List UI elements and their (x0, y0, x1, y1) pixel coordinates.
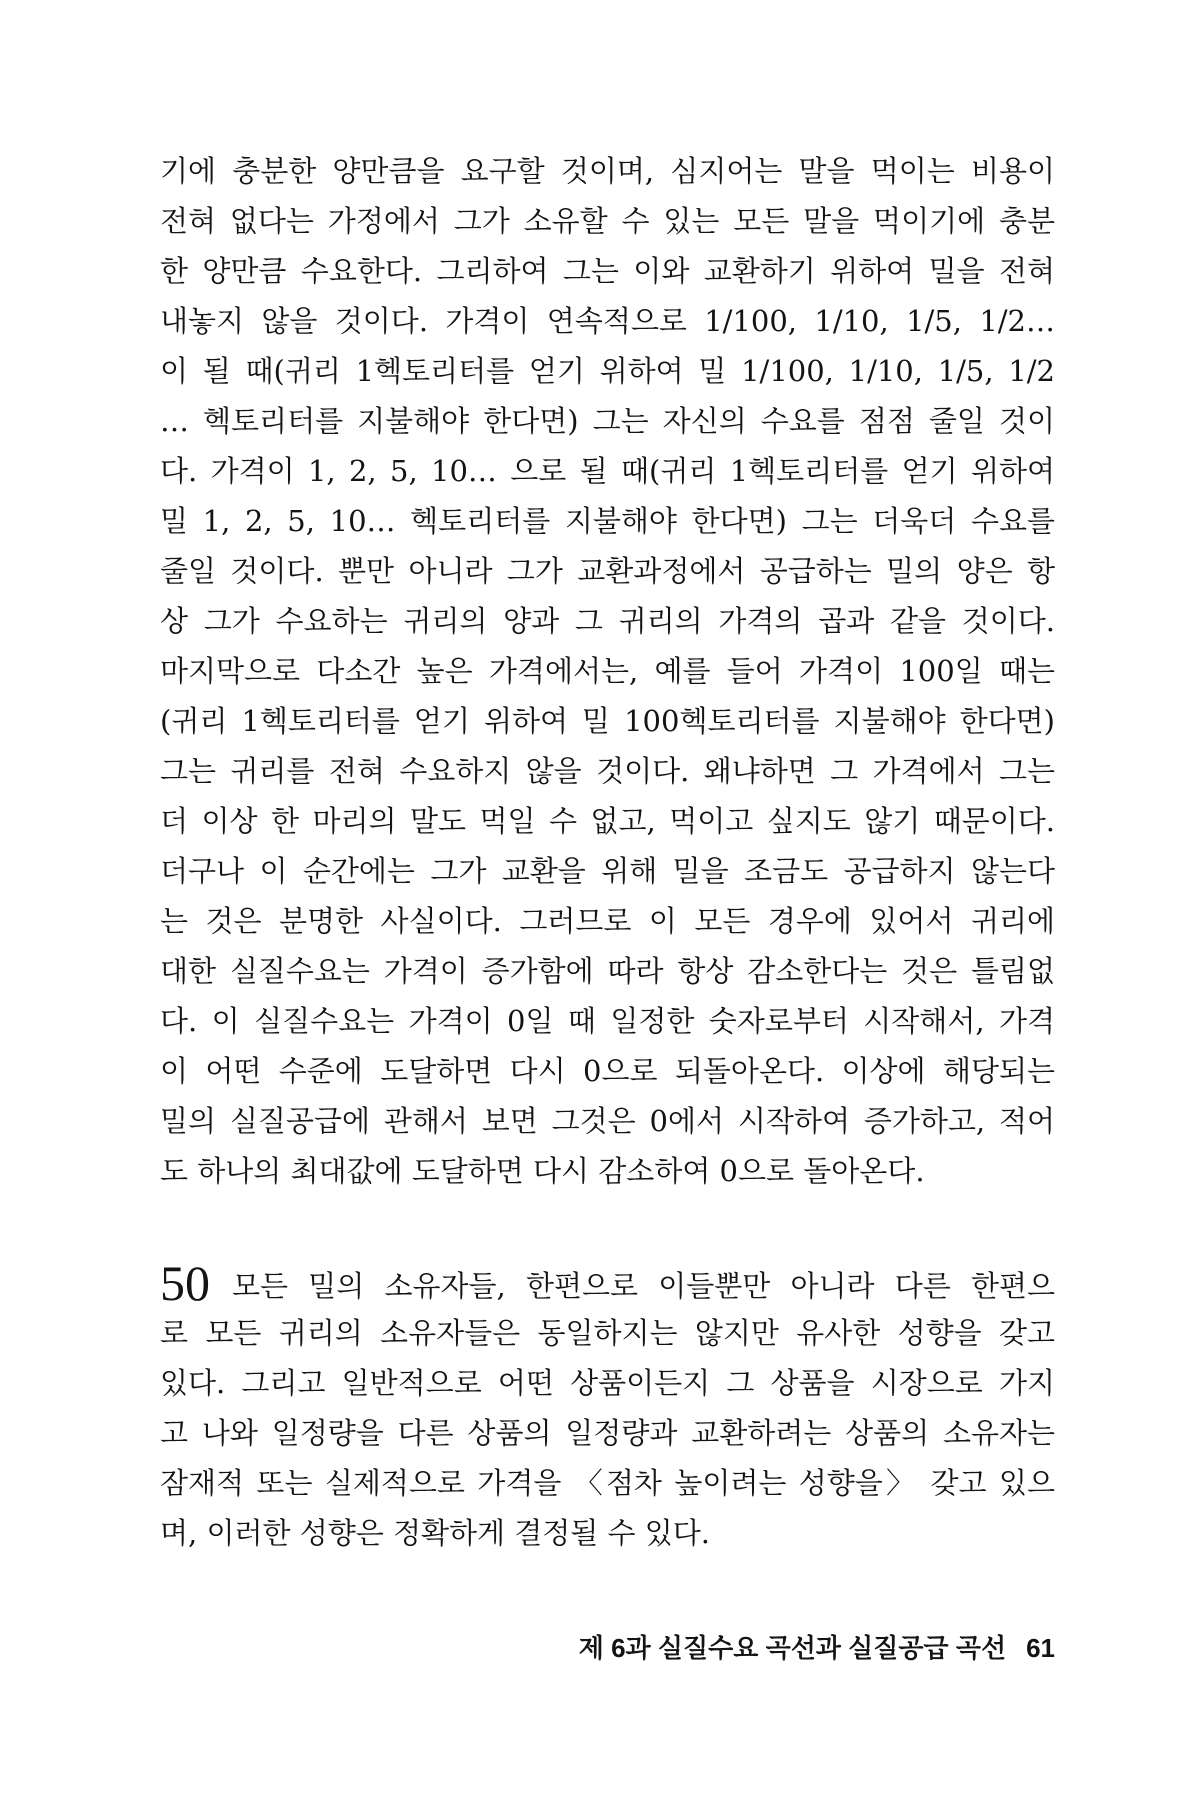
text-line: 대한 실질수요는 가격이 증가함에 따라 항상 감소한다는 것은 틀림없 (160, 954, 1055, 988)
text-line: 다. 가격이 1, 2, 5, 10… 으로 될 때(귀리 1헥토리터를 얻기 위하여 (160, 454, 1055, 488)
page-footer (579, 1632, 1055, 1664)
text-line: 이 어떤 수준에 도달하면 다시 0으로 되돌아온다. 이상에 해당되는 (160, 1054, 1055, 1088)
text-line: 다. 이 실질수요는 가격이 0일 때 일정한 숫자로부터 시작해서, 가격 (160, 1004, 1055, 1038)
text-line: 있다. 그리고 일반적으로 어떤 상품이든지 그 상품을 시장으로 가지 (160, 1366, 1055, 1400)
section-number: 50 (160, 1262, 210, 1304)
text-line: 로 모든 귀리의 소유자들은 동일하지는 않지만 유사한 성향을 갖고 (160, 1316, 1055, 1350)
text-line: … 헥토리터를 지불해야 한다면) 그는 자신의 수요를 점점 줄일 것이 (160, 404, 1055, 438)
text-line: 마지막으로 다소간 높은 가격에서는, 예를 들어 가격이 100일 때는 (160, 654, 1055, 688)
text-line: (귀리 1헥토리터를 얻기 위하여 밀 100헥토리터를 지불해야 한다면) (160, 704, 1055, 738)
text-line: 밀 1, 2, 5, 10… 헥토리터를 지불해야 한다면) 그는 더욱더 수요를 (160, 504, 1055, 538)
text-line: 한 양만큼 수요한다. 그리하여 그는 이와 교환하기 위하여 밀을 전혀 (160, 254, 1055, 288)
text-line: 고 나와 일정량을 다른 상품의 일정량과 교환하려는 상품의 소유자는 (160, 1416, 1055, 1450)
text-line: 더구나 이 순간에는 그가 교환을 위해 밀을 조금도 공급하지 않는다 (160, 854, 1055, 888)
text-line: 내놓지 않을 것이다. 가격이 연속적으로 1/100, 1/10, 1/5, 1/2… (160, 304, 1055, 338)
text-line: 도 하나의 최대값에 도달하면 다시 감소하여 0으로 돌아온다. (160, 1154, 925, 1188)
section-first-line (160, 1262, 1055, 1304)
section-first-line-text: 모든 밀의 소유자들, 한편으로 이들뿐만 아니라 다른 한편으 (232, 1269, 1055, 1303)
text-line: 줄일 것이다. 뿐만 아니라 그가 교환과정에서 공급하는 밀의 양은 항 (160, 554, 1055, 588)
text-line: 이 될 때(귀리 1헥토리터를 얻기 위하여 밀 1/100, 1/10, 1/5, 1/2 (160, 354, 1055, 388)
page-number: 61 (1026, 1633, 1055, 1663)
text-line: 며, 이러한 성향은 정확하게 결정될 수 있다. (160, 1516, 710, 1550)
text-line: 상 그가 수요하는 귀리의 양과 그 귀리의 가격의 곱과 같을 것이다. (160, 604, 1055, 638)
running-title: 제 6과 실질수요 곡선과 실질공급 곡선 (578, 1633, 1007, 1663)
text-line: 그는 귀리를 전혀 수요하지 않을 것이다. 왜냐하면 그 가격에서 그는 (160, 754, 1055, 788)
text-line: 는 것은 분명한 사실이다. 그러므로 이 모든 경우에 있어서 귀리에 (160, 904, 1055, 938)
text-line: 밀의 실질공급에 관해서 보면 그것은 0에서 시작하여 증가하고, 적어 (160, 1104, 1055, 1138)
text-line: 더 이상 한 마리의 말도 먹일 수 없고, 먹이고 싶지도 않기 때문이다. (160, 804, 1055, 838)
text-line: 전혀 없다는 가정에서 그가 소유할 수 있는 모든 말을 먹이기에 충분 (160, 204, 1055, 238)
text-line: 기에 충분한 양만큼을 요구할 것이며, 심지어는 말을 먹이는 비용이 (160, 154, 1055, 188)
text-line: 잠재적 또는 실제적으로 가격을 〈점차 높이려는 성향을〉 갖고 있으 (160, 1466, 1055, 1500)
